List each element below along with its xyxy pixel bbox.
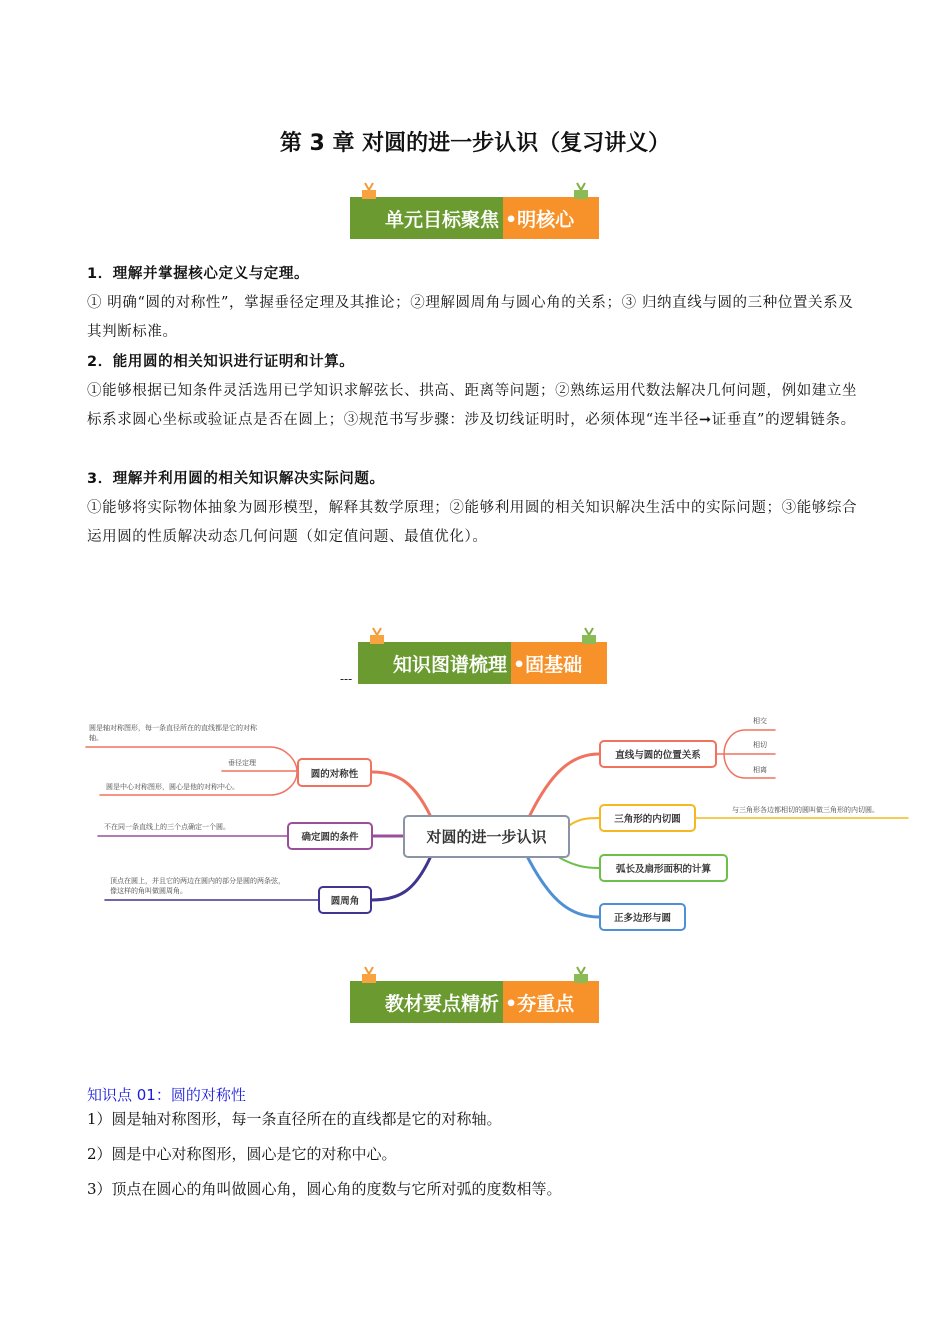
mindmap-node: 弧长及扇形面积的计算 [599,854,728,882]
banner-main: 教材要点精析 [350,981,503,1023]
binder-clip-icon [572,965,590,983]
mindmap-leaf: 圆是轴对称图形，每一条直径所在的直线都是它的对称轴。 [89,724,257,742]
banner-main: 知识图谱梳理 [358,642,511,684]
banner-prefix: --- [340,672,353,686]
mindmap-leaf: 不在同一条直线上的三个点确定一个圆。 [104,823,230,831]
knowledge-point-item: 1）圆是轴对称图形，每一条直径所在的直线都是它的对称轴。 [87,1110,502,1128]
goal-body: ① 明确“圆的对称性”，掌握垂径定理及其推论；②理解圆周角与圆心角的关系；③ 归纳直线与圆的三种位置关系及其判断标准。 [87,295,854,340]
mindmap-leaf: 与三角形各边都相切的圆叫做三角形的内切圆。 [732,806,879,814]
binder-clip-icon [360,965,378,983]
goal-heading: 2．能用圆的相关知识进行证明和计算。 [87,354,355,370]
banner-tag: •夯重点 [503,981,599,1023]
mindmap-node: 圆周角 [318,886,372,914]
mindmap-node: 圆的对称性 [297,758,372,787]
knowledge-point-item: 2）圆是中心对称图形，圆心是它的对称中心。 [87,1145,397,1163]
banner-tag: •固基础 [511,642,607,684]
knowledge-point-heading: 知识点 01：圆的对称性 [87,1086,246,1104]
mindmap-node: 直线与圆的位置关系 [599,740,717,768]
mindmap-leaf: 相离 [753,766,767,774]
goal-body: ①能够将实际物体抽象为圆形模型，解释其数学原理；②能够利用圆的相关知识解决生活中的实际问题；③能够综合运用圆的性质解决动态几何问题（如定值问题、最值优化）。 [87,500,858,545]
mindmap-center-node: 对圆的进一步认识 [403,815,570,858]
mindmap-leaf: 相交 [753,717,767,725]
goal-heading: 3．理解并利用圆的相关知识解决实际问题。 [87,471,385,487]
goal-heading: 1．理解并掌握核心定义与定理。 [87,266,310,282]
mindmap-leaf: 相切 [753,741,767,749]
chapter-title: 第 3 章 对圆的进一步认识（复习讲义） [279,131,671,156]
banner-main: 单元目标聚焦 [350,197,503,239]
banner-key-points [350,981,599,1023]
goal-body: ①能够根据已知条件灵活选用已学知识求解弦长、拱高、距离等问题；②熟练运用代数法解决几何问题，例如建立坐标系求圆心坐标或验证点是否在圆上；③规范书写步骤：涉及切线证明时，必须体现“连半径➞证垂直”的逻辑链条。 [87,383,858,428]
mindmap-leaf: 顶点在圆上，并且它的两边在圆内的部分是圆的两条弦，像这样的角叫做圆周角。 [110,877,285,895]
mindmap-leaf: 圆是中心对称图形，圆心是他的对称中心。 [106,783,239,791]
mindmap-leaf: 垂径定理 [228,759,256,767]
mindmap-node: 正多边形与圆 [599,903,686,931]
banner-tag: •明核心 [503,197,599,239]
knowledge-point-item: 3）顶点在圆心的角叫做圆心角，圆心角的度数与它所对弧的度数相等。 [87,1180,562,1198]
mindmap-node: 三角形的内切圆 [599,804,696,832]
mindmap-node: 确定圆的条件 [287,822,373,850]
